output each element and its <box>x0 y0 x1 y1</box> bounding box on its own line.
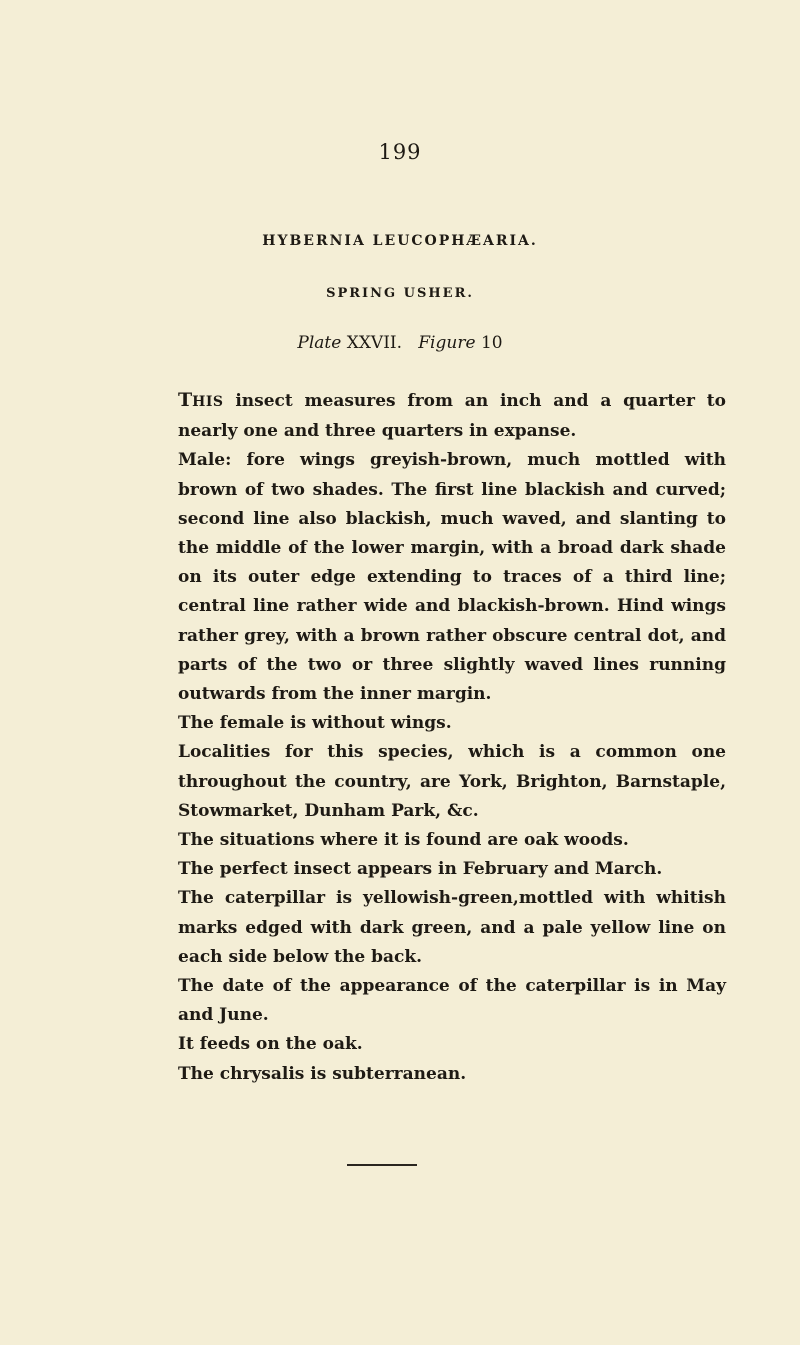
paragraph-intro-text: insect measures from an inch and a quarter to nearly one and three quarters in expanse. <box>178 391 726 442</box>
first-word-initial: T <box>178 389 193 411</box>
common-name-heading: SPRING USHER. <box>326 286 474 301</box>
paragraph-localities: Localities for this species, which is a common one throughout the country, are York, Brighton, Barnstaple, Stowmarket, Dunham Park, &c. <box>178 742 726 821</box>
paragraph-food: It feeds on the oak. <box>178 1034 363 1055</box>
figure-number: 10 <box>480 333 503 353</box>
figure-label: Figure <box>418 333 476 353</box>
plate-label: Plate <box>297 333 342 353</box>
end-rule-divider <box>347 1164 417 1166</box>
first-word <box>178 391 224 411</box>
paragraph-caterpillar-date: The date of the appearance of the caterpillar is in May and June. <box>178 976 726 1026</box>
plate-number: XXVII. <box>346 333 403 353</box>
paragraph-situations: The situations where it is found are oak woods. <box>178 830 629 851</box>
species-heading: HYBERNIA LEUCOPHÆARIA. <box>262 233 538 249</box>
page-number: 199 <box>378 140 422 164</box>
paragraph-male-description: Male: fore wings greyish-brown, much mottled with brown of two shades. The first line blackish and curved; second line also blackish, much waved, and slanting to the middle of the lower margin, with a broad dark shade on its outer edge extending to traces of a third line; central line rather wide and blackish-brown. Hind wings rather grey, with a brown rather obscure central dot, and parts of the two or three slightly waved lines running outwards from the inner margin. <box>178 450 726 705</box>
paragraph-female: The female is without wings. <box>178 713 452 734</box>
description-body <box>178 386 726 1089</box>
paragraph-perfect-insect: The perfect insect appears in February and March. <box>178 859 663 880</box>
paragraph-caterpillar: The caterpillar is yellowish-green,mottled with whitish marks edged with dark green, and a pale yellow line on each side below the back. <box>178 888 726 967</box>
first-word-rest: HIS <box>192 394 224 410</box>
paragraph-chrysalis: The chrysalis is subterranean. <box>178 1063 467 1084</box>
paragraph-intro <box>178 386 726 446</box>
plate-reference <box>0 333 800 353</box>
